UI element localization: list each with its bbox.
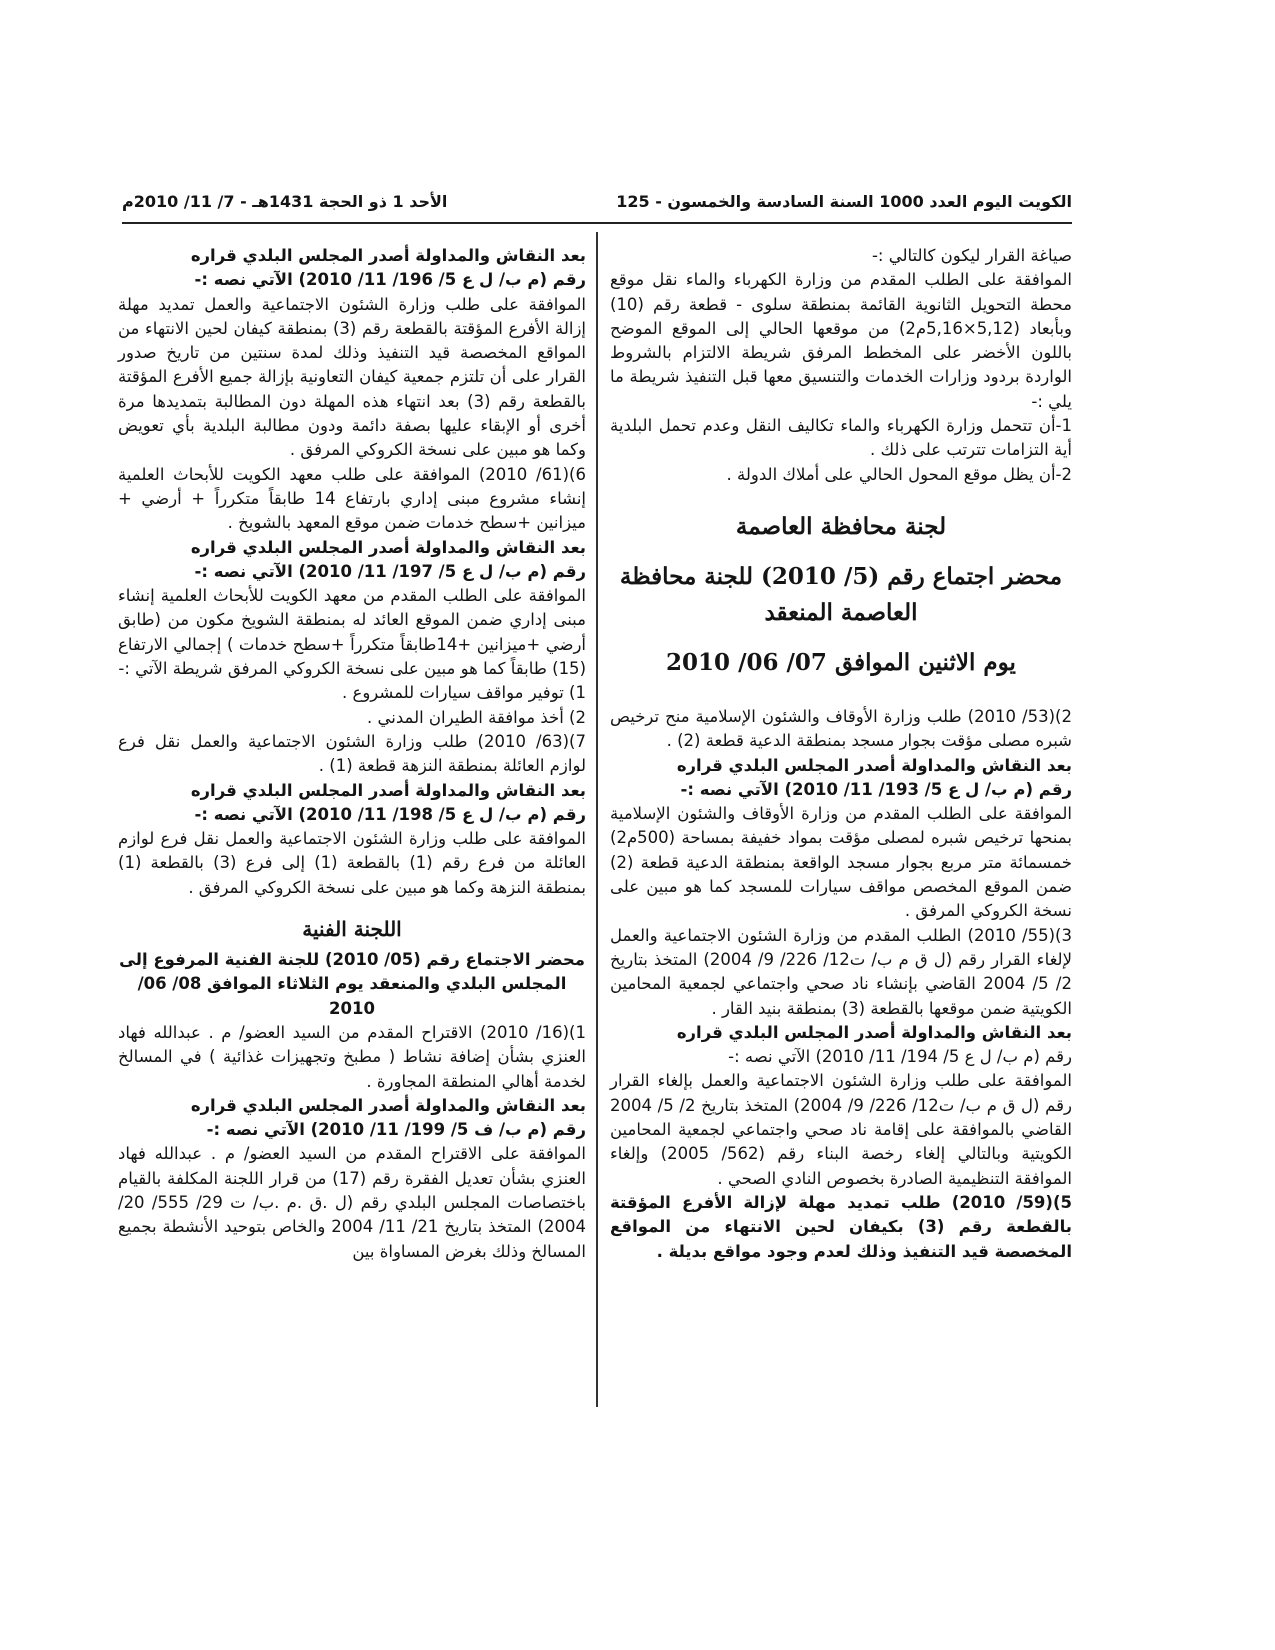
- paragraph: رقم (م ب/ ل ع 5/ 197/ 11/ 2010) الآتي نصه :-: [194, 561, 586, 581]
- minutes-date: يوم الاثنين الموافق 07/ 06/ 2010: [666, 648, 1016, 676]
- paragraph: رقم (م ب/ ل ع 5/ 198/ 11/ 2010) الآتي نصه :-: [194, 804, 586, 824]
- paragraph: صياغة القرار ليكون كالتالي :-: [871, 246, 1072, 265]
- paragraph: 6)(61/ 2010) الموافقة على طلب معهد الكويت للأبحاث العلمية إنشاء مشروع مبنى إداري بارتفاع 14 طابقاً متكرراً + أرضي + ميزانين +سطح خدمات ضمن موقع المعهد بالشويخ .: [118, 464, 587, 533]
- paragraph: 2) أخذ موافقة الطيران المدني .: [367, 707, 586, 727]
- paragraph: 2)(53/ 2010) طلب وزارة الأوقاف والشئون الإسلامية منح ترخيص شبره مصلى مؤقت بجوار مسجد بمنطقة الدعية قطعة (2) .: [610, 706, 1072, 751]
- left-column: [118, 244, 586, 1264]
- paragraph: 2-أن يظل موقع المحول الحالي على أملاك الدولة .: [726, 464, 1072, 484]
- paragraph: الموافقة على طلب وزارة الشئون الاجتماعية والعمل تمديد مهلة إزالة الأفرع المؤقتة بالقطعة رقم (3) بمنطقة كيفان لحين الانتهاء من المواقع المخصصة قيد التنفيذ وذلك لمدة سنتين من تاريخ صدور القرار على أن تلتزم جمعية كيفان التعاونية بإزالة جميع الأفرع المؤقتة بالقطعة رقم (3) بعد انتهاء هذه المهلة دون المطالبة بتمديدها مرة أخرى أو الإبقاء عليها بصفة دائمة ودون مطالبة البلدية بأي تعويض وكما هو مبين على نسخة الكروكي المرفق .: [118, 294, 586, 460]
- paragraph: بعد النقاش والمداولة أصدر المجلس البلدي قراره: [676, 755, 1072, 775]
- column-divider: [596, 232, 598, 1407]
- technical-minutes: محضر الاجتماع رقم (05/ 2010) للجنة الفنية المرفوع إلى المجلس البلدي والمنعقد يوم الثلاثاء الموافق 08/ 06/ 2010: [119, 950, 585, 1018]
- paragraph: بعد النقاش والمداولة أصدر المجلس البلدي قراره: [190, 780, 586, 800]
- paragraph: بعد النقاش والمداولة أصدر المجلس البلدي قراره: [190, 1095, 586, 1115]
- paragraph: 1) توفير مواقف سيارات للمشروع .: [342, 683, 586, 703]
- header-rule: [122, 222, 1072, 224]
- paragraph: رقم (م ب/ ل ع 5/ 196/ 11/ 2010) الآتي نصه :-: [194, 270, 586, 290]
- paragraph: بعد النقاش والمداولة أصدر المجلس البلدي قراره: [676, 1022, 1072, 1042]
- paragraph: 3)(55/ 2010) الطلب المقدم من وزارة الشئون الاجتماعية والعمل لإلغاء القرار رقم (ل ق م ب/ ت12/ 226/ 9/ 2004) المتخذ بتاريخ 2/ 5/ 2004 القاضي بإنشاء ناد صحي واجتماعي لجمعية المحامين الكويتية ضمن موقعها بالقطعة (3) بمنطقة بنيد القار .: [610, 925, 1072, 1018]
- paragraph: الموافقة على الاقتراح المقدم من السيد العضو/ م . عبدالله فهاد العنزي بشأن تعديل الفقرة رقم (17) من قرار اللجنة المكلفة بالقيام باختصاصات المجلس البلدي رقم (ل .ق .م .ب/ ت 29/ 555/ 20/ 2004) المتخذ بتاريخ 21/ 11/ 2004 والخاص بتوحيد الأنشطة بجميع المسالخ وذلك بغرض المساواة بين: [118, 1144, 586, 1261]
- paragraph: 1-أن تتحمل وزارة الكهرباء والماء تكاليف النقل وعدم تحمل البلدية أية التزامات تترتب على ذلك .: [610, 416, 1072, 460]
- paragraph: رقم (م ب/ ف 5/ 199/ 11/ 2010) الآتي نصه :-: [206, 1120, 586, 1140]
- paragraph: الموافقة على الطلب المقدم من وزارة الكهرباء والماء نقل موقع محطة التحويل الثانوية القائمة بمنطقة سلوى - قطعة رقم (10) وبأبعاد (5,12×5,16م2) من موقعها الحالي إلى الموقع الموضح باللون الأخضر على المخطط المرفق شريطة الالتزام بالشروط الواردة بردود وزارات الخدمات والتنسيق معها قبل التنفيذ شريطة ما يلي :-: [610, 270, 1072, 411]
- header-issue-info: الكويت اليوم العدد 1000 السنة السادسة والخمسون - 125: [616, 191, 1072, 211]
- paragraph: بعد النقاش والمداولة أصدر المجلس البلدي قراره: [190, 537, 586, 557]
- paragraph: بعد النقاش والمداولة أصدر المجلس البلدي قراره: [190, 246, 586, 265]
- paragraph: رقم (م ب/ ل ع 5/ 193/ 11/ 2010) الآتي نصه :-: [680, 779, 1072, 799]
- minutes-title: محضر اجتماع رقم (5/ 2010) للجنة محافظة العاصمة المنعقد: [619, 562, 1063, 626]
- technical-committee-title: اللجنة الفنية: [302, 917, 402, 942]
- paragraph: رقم (م ب/ ل ع 5/ 194/ 11/ 2010) الآتي نصه :-: [728, 1047, 1072, 1067]
- paragraph: 5)(59/ 2010) طلب تمديد مهلة لإزالة الأفرع المؤقتة بالقطعة رقم (3) بكيفان لحين الانتهاء من المواقع المخصصة قيد التنفيذ وذلك لعدم وجود مواقع بديلة .: [610, 1192, 1072, 1261]
- paragraph: الموافقة على الطلب المقدم من وزارة الأوقاف والشئون الإسلامية بمنحها ترخيص شبره لمصلى مؤقت بمواد خفيفة بمساحة (500م2) خمسمائة متر مربع بجوار مسجد الواقعة بمنطقة الدعية قطعة (2) ضمن الموقع المخصص مواقف سيارات للمسجد كما هو مبين على نسخة الكروكي المرفق .: [610, 804, 1072, 921]
- paragraph: الموافقة على طلب وزارة الشئون الاجتماعية والعمل بإلغاء القرار رقم (ل ق م ب/ ت12/ 226/ 9/ 2004) المتخذ بتاريخ 2/ 5/ 2004 القاضي بالموافقة على إقامة ناد صحي واجتماعي لجمعية المحامين الكويتية وبالتالي إلغاء رخصة البناء رقم (562/ 2005) وإلغاء الموافقة التنظيمية الصادرة بخصوص النادي الصحي .: [610, 1071, 1073, 1188]
- page-header: [122, 186, 1072, 216]
- header-date: الأحد 1 ذو الحجة 1431هـ - 7/ 11/ 2010م: [122, 191, 448, 211]
- paragraph: 1)(16/ 2010) الاقتراح المقدم من السيد العضو/ م . عبدالله فهاد العنزي بشأن إضافة نشاط ( مطبخ وتجهيزات غذائية ) في المسالخ لخدمة أهالي المنطقة المجاورة .: [118, 1022, 586, 1091]
- paragraph: 7)(63/ 2010) طلب وزارة الشئون الاجتماعية والعمل نقل فرع لوازم العائلة بمنطقة النزهة قطعة (1) .: [118, 731, 586, 776]
- paragraph: الموافقة على طلب وزارة الشئون الاجتماعية والعمل نقل فرع لوازم العائلة من فرع رقم (1) بالقطعة (1) إلى فرع (3) بالقطعة (1) بمنطقة النزهة وكما هو مبين على نسخة الكروكي المرفق .: [118, 829, 587, 897]
- committee-title: لجنة محافظة العاصمة: [735, 512, 947, 540]
- right-column: [610, 244, 1072, 1264]
- paragraph: الموافقة على الطلب المقدم من معهد الكويت للأبحاث العلمية إنشاء مبنى إداري ضمن الموقع العائد له بمنطقة الشويخ مكون من (طابق أرضي +ميزانين +14طابقاً متكرراً +سطح خدمات ) إجمالي الارتفاع (15) طابقاً كما هو مبين على نسخة الكروكي المرفق شريطة الآتي :-: [118, 586, 587, 679]
